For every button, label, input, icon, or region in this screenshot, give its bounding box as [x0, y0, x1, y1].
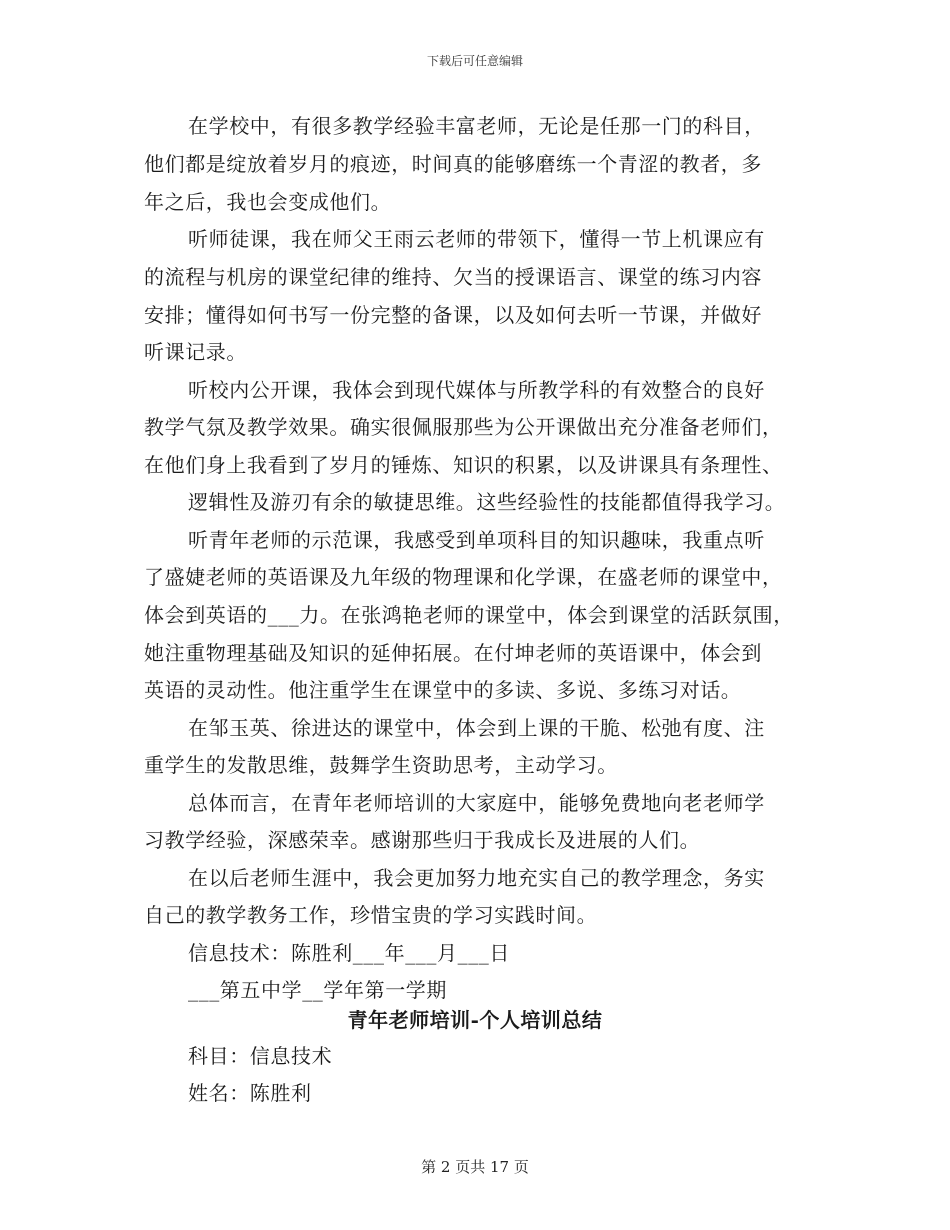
body-line: 年之后，我也会变成他们。 — [144, 190, 392, 214]
body-line: 逻辑性及游刃有余的敏捷思维。这些经验性的技能都值得我学习。 — [188, 490, 786, 514]
subject-line: 科目：信息技术 — [188, 1044, 333, 1068]
body-line: 在他们身上我看到了岁月的锤炼、知识的积累，以及讲课具有条理性、 — [144, 453, 783, 477]
body-line: 听青年老师的示范课，我感受到单项科目的知识趣味，我重点听 — [188, 528, 765, 552]
body-line: 听课记录。 — [144, 340, 247, 364]
body-line: 重学生的发散思维，鼓舞学生资助思考，主动学习。 — [144, 753, 618, 777]
body-line: 听师徒课，我在师父王雨云老师的带领下，懂得一节上机课应有 — [188, 227, 765, 251]
signature-line: 信息技术：陈胜利___年___月___日 — [188, 941, 510, 965]
body-line: 体会到英语的___力。在张鸿艳老师的课堂中，体会到课堂的活跃氛围， — [144, 603, 794, 627]
body-line: 英语的灵动性。他注重学生在课堂中的多读、多说、多练习对话。 — [144, 678, 742, 702]
school-term-line: ___第五中学__学年第一学期 — [188, 978, 447, 1002]
body-line: 自己的教学教务工作，珍惜宝贵的学习实践时间。 — [144, 903, 598, 927]
body-line: 总体而言，在青年老师培训的大家庭中，能够免费地向老老师学 — [188, 791, 765, 815]
name-line: 姓名：陈胜利 — [188, 1081, 312, 1105]
body-line: 他们都是绽放着岁月的痕迹，时间真的能够磨练一个青涩的教者，多 — [144, 152, 762, 176]
body-line: 教学气氛及教学效果。确实很佩服那些为公开课做出充分准备老师们， — [144, 415, 783, 439]
body-line: 听校内公开课，我体会到现代媒体与所教学科的有效整合的良好 — [188, 378, 765, 402]
header-note: 下载后可任意编辑 — [426, 54, 523, 68]
body-line: 的流程与机房的课堂纪律的维持、欠当的授课语言、课堂的练习内容 — [144, 265, 762, 289]
body-line: 了盛婕老师的英语课及九年级的物理课和化学课，在盛老师的课堂中， — [144, 565, 783, 589]
body-line: 习教学经验，深感荣幸。感谢那些归于我成长及进展的人们。 — [144, 828, 701, 852]
section-title: 青年老师培训-个人培训总结 — [347, 1008, 603, 1032]
body-line: 在以后老师生涯中，我会更加努力地充实自己的教学理念，务实 — [188, 866, 765, 890]
body-line: 她注重物理基础及知识的延伸拓展。在付坤老师的英语课中，体会到 — [144, 641, 762, 665]
body-line: 安排；懂得如何书写一份完整的备课，以及如何去听一节课，并做好 — [144, 303, 762, 327]
page-footer: 第 2 页共 17 页 — [421, 1158, 529, 1176]
body-line: 在邹玉英、徐进达的课堂中，体会到上课的干脆、松弛有度、注 — [188, 716, 765, 740]
body-line: 在学校中，有很多教学经验丰富老师，无论是任那一门的科目， — [188, 114, 765, 138]
